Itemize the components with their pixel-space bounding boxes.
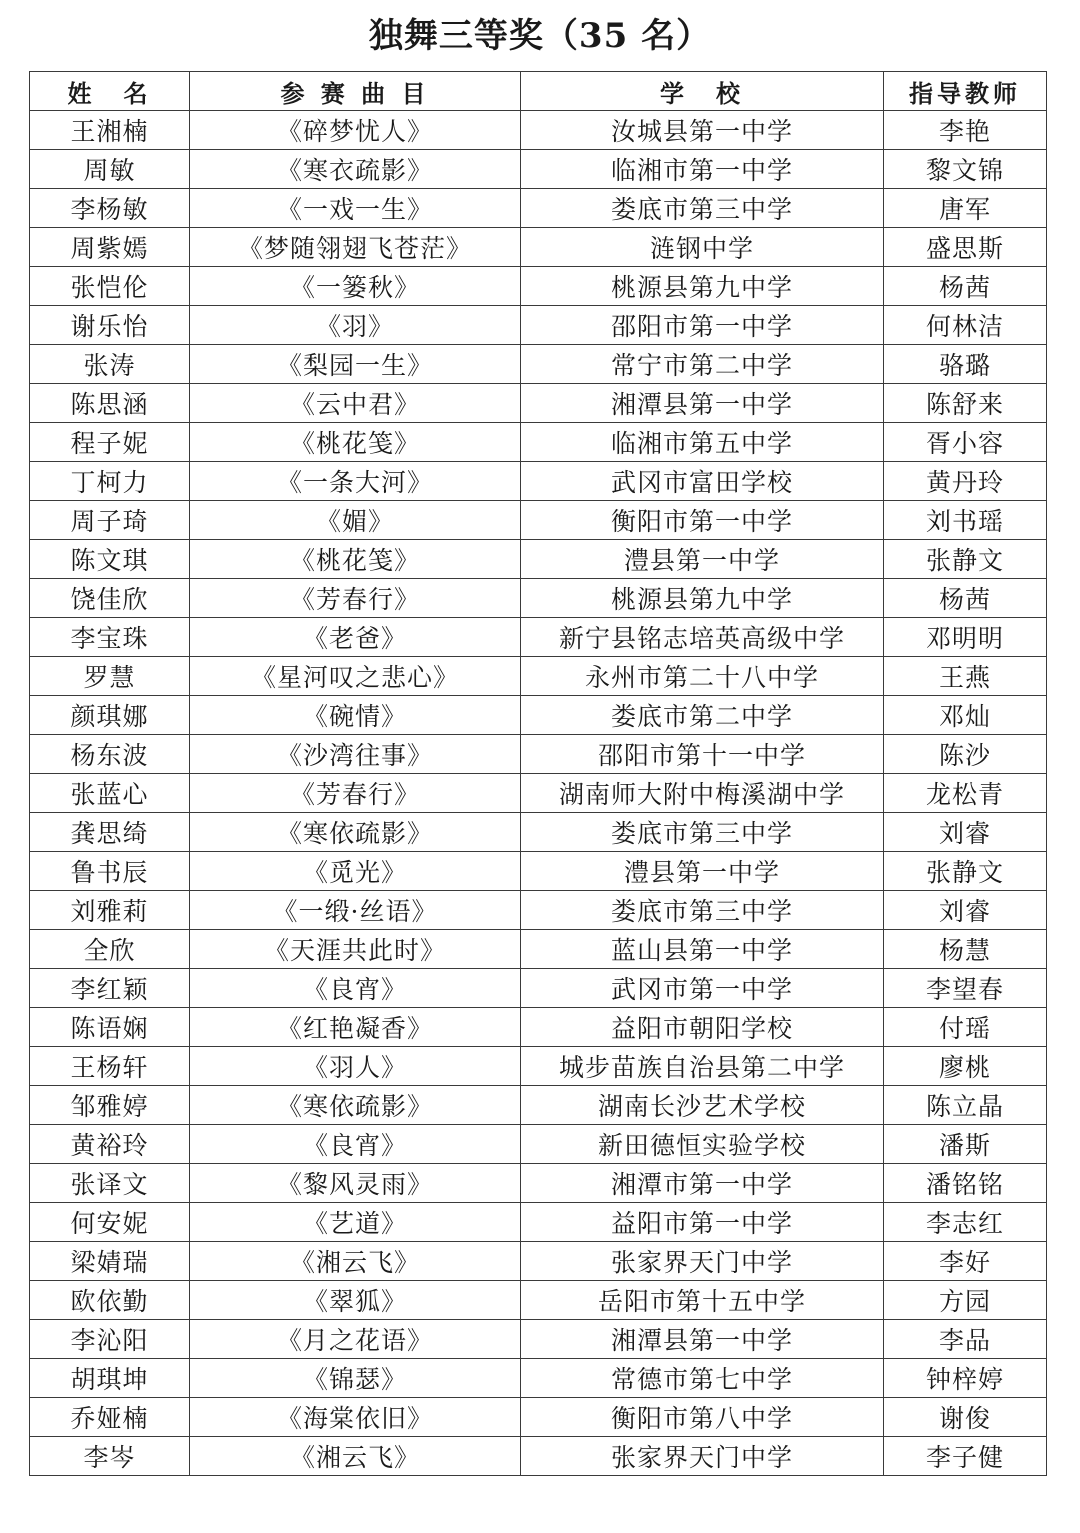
cell-piece-title: 《一条大河》 bbox=[190, 462, 521, 501]
cell-student-name: 乔娅楠 bbox=[30, 1398, 190, 1437]
cell-piece-title: 《一篓秋》 bbox=[190, 267, 521, 306]
cell-teacher: 刘睿 bbox=[884, 813, 1047, 852]
cell-student-name: 全欣 bbox=[30, 930, 190, 969]
cell-student-name: 颜琪娜 bbox=[30, 696, 190, 735]
cell-school: 湘潭县第一中学 bbox=[521, 1320, 884, 1359]
cell-teacher: 付瑶 bbox=[884, 1008, 1047, 1047]
table-row bbox=[30, 891, 1047, 930]
table-row bbox=[30, 462, 1047, 501]
cell-piece-title: 《红艳凝香》 bbox=[190, 1008, 521, 1047]
award-table bbox=[29, 71, 1047, 1476]
table-row bbox=[30, 345, 1047, 384]
cell-student-name: 陈文琪 bbox=[30, 540, 190, 579]
table-row bbox=[30, 969, 1047, 1008]
cell-teacher: 何林洁 bbox=[884, 306, 1047, 345]
cell-student-name: 陈思涵 bbox=[30, 384, 190, 423]
cell-piece-title: 《梨园一生》 bbox=[190, 345, 521, 384]
cell-school: 临湘市第一中学 bbox=[521, 150, 884, 189]
cell-piece-title: 《一戏一生》 bbox=[190, 189, 521, 228]
table-row bbox=[30, 1203, 1047, 1242]
cell-school: 娄底市第二中学 bbox=[521, 696, 884, 735]
table-row bbox=[30, 657, 1047, 696]
cell-school: 澧县第一中学 bbox=[521, 540, 884, 579]
table-row bbox=[30, 1086, 1047, 1125]
cell-teacher: 杨茜 bbox=[884, 579, 1047, 618]
cell-school: 娄底市第三中学 bbox=[521, 813, 884, 852]
cell-piece-title: 《寒衣疏影》 bbox=[190, 150, 521, 189]
cell-piece-title: 《羽》 bbox=[190, 306, 521, 345]
table-row bbox=[30, 1047, 1047, 1086]
cell-student-name: 李岑 bbox=[30, 1437, 190, 1476]
cell-piece-title: 《老爸》 bbox=[190, 618, 521, 657]
table-body bbox=[30, 111, 1047, 1476]
cell-student-name: 丁柯力 bbox=[30, 462, 190, 501]
cell-student-name: 王杨轩 bbox=[30, 1047, 190, 1086]
cell-student-name: 陈语娴 bbox=[30, 1008, 190, 1047]
cell-school: 常德市第七中学 bbox=[521, 1359, 884, 1398]
cell-piece-title: 《海棠依旧》 bbox=[190, 1398, 521, 1437]
table-row bbox=[30, 267, 1047, 306]
cell-student-name: 欧依勤 bbox=[30, 1281, 190, 1320]
cell-student-name: 李沁阳 bbox=[30, 1320, 190, 1359]
table-row bbox=[30, 1398, 1047, 1437]
cell-piece-title: 《碎梦忧人》 bbox=[190, 111, 521, 150]
cell-piece-title: 《翠狐》 bbox=[190, 1281, 521, 1320]
cell-school: 湖南长沙艺术学校 bbox=[521, 1086, 884, 1125]
cell-teacher: 黄丹玲 bbox=[884, 462, 1047, 501]
table-row bbox=[30, 228, 1047, 267]
cell-school: 桃源县第九中学 bbox=[521, 579, 884, 618]
cell-school: 临湘市第五中学 bbox=[521, 423, 884, 462]
cell-student-name: 杨东波 bbox=[30, 735, 190, 774]
column-header-name: 姓 名 bbox=[30, 72, 190, 111]
table-row bbox=[30, 423, 1047, 462]
table-row bbox=[30, 1281, 1047, 1320]
cell-student-name: 饶佳欣 bbox=[30, 579, 190, 618]
cell-student-name: 张蓝心 bbox=[30, 774, 190, 813]
cell-piece-title: 《云中君》 bbox=[190, 384, 521, 423]
cell-piece-title: 《媚》 bbox=[190, 501, 521, 540]
cell-student-name: 龚思绮 bbox=[30, 813, 190, 852]
table-row bbox=[30, 618, 1047, 657]
cell-student-name: 梁婧瑞 bbox=[30, 1242, 190, 1281]
cell-piece-title: 《芳春行》 bbox=[190, 579, 521, 618]
cell-student-name: 邹雅婷 bbox=[30, 1086, 190, 1125]
cell-piece-title: 《一缎·丝语》 bbox=[190, 891, 521, 930]
cell-school: 湘潭县第一中学 bbox=[521, 384, 884, 423]
cell-piece-title: 《湘云飞》 bbox=[190, 1242, 521, 1281]
cell-teacher: 杨慧 bbox=[884, 930, 1047, 969]
cell-teacher: 邓灿 bbox=[884, 696, 1047, 735]
table-row bbox=[30, 1125, 1047, 1164]
table-header-row bbox=[30, 72, 1047, 111]
cell-teacher: 盛思斯 bbox=[884, 228, 1047, 267]
cell-teacher: 谢俊 bbox=[884, 1398, 1047, 1437]
cell-school: 武冈市富田学校 bbox=[521, 462, 884, 501]
cell-school: 澧县第一中学 bbox=[521, 852, 884, 891]
cell-school: 常宁市第二中学 bbox=[521, 345, 884, 384]
cell-student-name: 罗慧 bbox=[30, 657, 190, 696]
cell-piece-title: 《湘云飞》 bbox=[190, 1437, 521, 1476]
table-row bbox=[30, 1008, 1047, 1047]
cell-teacher: 王燕 bbox=[884, 657, 1047, 696]
table-row bbox=[30, 735, 1047, 774]
cell-school: 邵阳市第一中学 bbox=[521, 306, 884, 345]
cell-student-name: 刘雅莉 bbox=[30, 891, 190, 930]
cell-piece-title: 《月之花语》 bbox=[190, 1320, 521, 1359]
column-header-teacher: 指导教师 bbox=[884, 72, 1047, 111]
cell-school: 新田德恒实验学校 bbox=[521, 1125, 884, 1164]
cell-student-name: 周敏 bbox=[30, 150, 190, 189]
cell-piece-title: 《寒依疏影》 bbox=[190, 1086, 521, 1125]
cell-student-name: 李红颖 bbox=[30, 969, 190, 1008]
table-row bbox=[30, 540, 1047, 579]
cell-student-name: 黄裕玲 bbox=[30, 1125, 190, 1164]
cell-piece-title: 《良宵》 bbox=[190, 969, 521, 1008]
cell-school: 娄底市第三中学 bbox=[521, 891, 884, 930]
cell-teacher: 龙松青 bbox=[884, 774, 1047, 813]
cell-school: 永州市第二十八中学 bbox=[521, 657, 884, 696]
cell-teacher: 李志红 bbox=[884, 1203, 1047, 1242]
column-header-piece: 参 赛 曲 目 bbox=[190, 72, 521, 111]
table-row bbox=[30, 150, 1047, 189]
cell-school: 城步苗族自治县第二中学 bbox=[521, 1047, 884, 1086]
cell-school: 湘潭市第一中学 bbox=[521, 1164, 884, 1203]
cell-piece-title: 《桃花笺》 bbox=[190, 423, 521, 462]
cell-school: 武冈市第一中学 bbox=[521, 969, 884, 1008]
cell-school: 新宁县铭志培英高级中学 bbox=[521, 618, 884, 657]
cell-teacher: 张静文 bbox=[884, 540, 1047, 579]
cell-student-name: 谢乐怡 bbox=[30, 306, 190, 345]
cell-teacher: 潘铭铭 bbox=[884, 1164, 1047, 1203]
cell-piece-title: 《梦随翎翅飞苍茫》 bbox=[190, 228, 521, 267]
cell-piece-title: 《天涯共此时》 bbox=[190, 930, 521, 969]
cell-piece-title: 《锦瑟》 bbox=[190, 1359, 521, 1398]
cell-piece-title: 《芳春行》 bbox=[190, 774, 521, 813]
cell-teacher: 李望春 bbox=[884, 969, 1047, 1008]
table-row bbox=[30, 1320, 1047, 1359]
table-row bbox=[30, 774, 1047, 813]
cell-school: 湖南师大附中梅溪湖中学 bbox=[521, 774, 884, 813]
cell-school: 张家界天门中学 bbox=[521, 1437, 884, 1476]
cell-teacher: 陈舒来 bbox=[884, 384, 1047, 423]
cell-school: 桃源县第九中学 bbox=[521, 267, 884, 306]
column-header-school: 学 校 bbox=[521, 72, 884, 111]
page-title: 独舞三等奖（35 名） bbox=[368, 16, 712, 56]
cell-teacher: 刘书瑶 bbox=[884, 501, 1047, 540]
table-row bbox=[30, 696, 1047, 735]
cell-student-name: 王湘楠 bbox=[30, 111, 190, 150]
cell-school: 益阳市第一中学 bbox=[521, 1203, 884, 1242]
cell-teacher: 杨茜 bbox=[884, 267, 1047, 306]
cell-student-name: 程子妮 bbox=[30, 423, 190, 462]
cell-school: 张家界天门中学 bbox=[521, 1242, 884, 1281]
cell-student-name: 张涛 bbox=[30, 345, 190, 384]
cell-piece-title: 《羽人》 bbox=[190, 1047, 521, 1086]
cell-student-name: 张译文 bbox=[30, 1164, 190, 1203]
cell-teacher: 刘睿 bbox=[884, 891, 1047, 930]
cell-school: 涟钢中学 bbox=[521, 228, 884, 267]
cell-teacher: 胥小容 bbox=[884, 423, 1047, 462]
cell-teacher: 钟梓婷 bbox=[884, 1359, 1047, 1398]
cell-teacher: 方园 bbox=[884, 1281, 1047, 1320]
table-row bbox=[30, 1359, 1047, 1398]
cell-school: 蓝山县第一中学 bbox=[521, 930, 884, 969]
cell-teacher: 潘斯 bbox=[884, 1125, 1047, 1164]
cell-teacher: 廖桃 bbox=[884, 1047, 1047, 1086]
table-row bbox=[30, 1437, 1047, 1476]
cell-student-name: 张恺伦 bbox=[30, 267, 190, 306]
cell-teacher: 陈立晶 bbox=[884, 1086, 1047, 1125]
cell-teacher: 李子健 bbox=[884, 1437, 1047, 1476]
cell-school: 娄底市第三中学 bbox=[521, 189, 884, 228]
cell-teacher: 李好 bbox=[884, 1242, 1047, 1281]
cell-student-name: 李宝珠 bbox=[30, 618, 190, 657]
cell-student-name: 何安妮 bbox=[30, 1203, 190, 1242]
cell-piece-title: 《觅光》 bbox=[190, 852, 521, 891]
cell-school: 岳阳市第十五中学 bbox=[521, 1281, 884, 1320]
table-row bbox=[30, 501, 1047, 540]
table-row bbox=[30, 852, 1047, 891]
cell-piece-title: 《黎风灵雨》 bbox=[190, 1164, 521, 1203]
cell-school: 益阳市朝阳学校 bbox=[521, 1008, 884, 1047]
table-row bbox=[30, 384, 1047, 423]
cell-piece-title: 《良宵》 bbox=[190, 1125, 521, 1164]
cell-teacher: 陈沙 bbox=[884, 735, 1047, 774]
cell-student-name: 鲁书辰 bbox=[30, 852, 190, 891]
cell-piece-title: 《星河叹之悲心》 bbox=[190, 657, 521, 696]
cell-teacher: 唐军 bbox=[884, 189, 1047, 228]
table-row bbox=[30, 813, 1047, 852]
table-row bbox=[30, 306, 1047, 345]
cell-teacher: 黎文锦 bbox=[884, 150, 1047, 189]
cell-teacher: 邓明明 bbox=[884, 618, 1047, 657]
cell-school: 衡阳市第八中学 bbox=[521, 1398, 884, 1437]
cell-school: 衡阳市第一中学 bbox=[521, 501, 884, 540]
table-row bbox=[30, 579, 1047, 618]
cell-piece-title: 《寒依疏影》 bbox=[190, 813, 521, 852]
cell-school: 邵阳市第十一中学 bbox=[521, 735, 884, 774]
cell-piece-title: 《碗情》 bbox=[190, 696, 521, 735]
table-row bbox=[30, 1242, 1047, 1281]
cell-piece-title: 《艺道》 bbox=[190, 1203, 521, 1242]
table-row bbox=[30, 111, 1047, 150]
table-row bbox=[30, 1164, 1047, 1203]
cell-student-name: 周子琦 bbox=[30, 501, 190, 540]
cell-piece-title: 《沙湾往事》 bbox=[190, 735, 521, 774]
cell-teacher: 骆璐 bbox=[884, 345, 1047, 384]
cell-piece-title: 《桃花笺》 bbox=[190, 540, 521, 579]
cell-student-name: 李杨敏 bbox=[30, 189, 190, 228]
cell-student-name: 周紫嫣 bbox=[30, 228, 190, 267]
cell-teacher: 张静文 bbox=[884, 852, 1047, 891]
table-row bbox=[30, 930, 1047, 969]
cell-school: 汝城县第一中学 bbox=[521, 111, 884, 150]
cell-teacher: 李艳 bbox=[884, 111, 1047, 150]
table-row bbox=[30, 189, 1047, 228]
cell-student-name: 胡琪坤 bbox=[30, 1359, 190, 1398]
cell-teacher: 李品 bbox=[884, 1320, 1047, 1359]
